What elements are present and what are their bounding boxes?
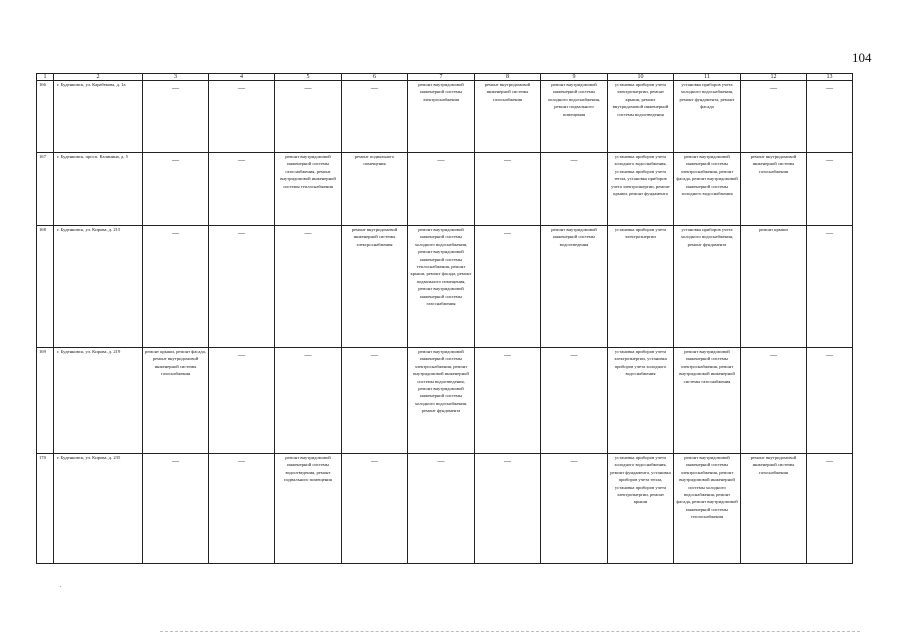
empty-dash: —	[504, 156, 511, 164]
column-header: 4	[209, 74, 275, 81]
work-cell: ремонт внутридомовой инженерной системы газоснабжения	[741, 454, 807, 564]
work-cell	[807, 153, 853, 226]
column-header: 12	[741, 74, 807, 81]
empty-dash: —	[371, 351, 378, 359]
empty-dash: —	[371, 457, 378, 465]
work-cell: ремонт внутридомовой инженерной системы газоснабжения, ремонт внутридомовой инженерной системы теплоснабжения	[275, 153, 342, 226]
column-header: 6	[342, 74, 408, 81]
header-row	[37, 74, 853, 81]
work-cell	[143, 153, 209, 226]
work-cell	[475, 153, 541, 226]
work-cell	[807, 454, 853, 564]
work-cell: ремонт внутридомовой инженерной системы электроснабжения	[342, 226, 408, 348]
work-cell: ремонт внутридомовой инженерной системы холодного водоснабжения, ремонт внутридомовой инженерной системы теплоснабжения, ремонт крыши, ремонт фасада, ремонт подвального помещения, ремонт внутридомовой инженерной системы газоснабжения	[408, 226, 475, 348]
column-header: 11	[674, 74, 741, 81]
work-cell	[143, 226, 209, 348]
empty-dash: —	[172, 156, 179, 164]
column-header: 8	[475, 74, 541, 81]
column-header: 13	[807, 74, 853, 81]
work-cell	[209, 226, 275, 348]
work-cell: ремонт внутридомовой инженерной системы электроснабжения, ремонт внутридомовой инженерной системы водоотведения, ремонт внутридомовой инженерной системы холодного водоснабжения, ремонт фундамента	[408, 348, 475, 454]
work-cell	[275, 226, 342, 348]
work-cell	[143, 454, 209, 564]
empty-dash: —	[504, 351, 511, 359]
work-cell: установка приборов учета холодного водоснабжения, установка приборов учета тепла, установка приборов учета электроэнергии, ремонт крыши, ремонт фундамента	[608, 153, 674, 226]
row-number-cell: 167	[37, 153, 54, 226]
work-cell	[342, 454, 408, 564]
empty-dash: —	[570, 156, 578, 164]
empty-dash: —	[304, 351, 312, 359]
row-number-cell: 170	[37, 454, 54, 564]
column-header: 1	[37, 74, 54, 81]
work-cell: ремонт внутридомовой инженерной системы электроснабжения, ремонт фасада, ремонт внутридомовой инженерной системы холодного водоснабжения	[674, 153, 741, 226]
work-cell	[475, 348, 541, 454]
empty-dash: —	[238, 156, 245, 164]
empty-dash: —	[238, 351, 245, 359]
work-cell: ремонт внутридомовой инженерной системы газоснабжения	[741, 153, 807, 226]
empty-dash: —	[437, 156, 445, 164]
work-cell	[741, 348, 807, 454]
empty-dash: —	[570, 351, 578, 359]
work-cell: установка приборов учета холодного водоснабжения, ремонт фундамента, ремонт фасада	[674, 81, 741, 153]
empty-dash: —	[437, 457, 445, 465]
address-cell: г. Буденновск, ул. Кирова, д. 215	[54, 226, 143, 348]
work-cell	[275, 81, 342, 153]
work-cell: ремонт внутридомовой инженерной системы газоснабжения	[475, 81, 541, 153]
empty-dash: —	[238, 84, 245, 92]
page-number: 104	[852, 50, 872, 65]
empty-dash: —	[504, 457, 511, 465]
work-cell: ремонт крыши	[741, 226, 807, 348]
work-cell	[342, 81, 408, 153]
work-cell: установка приборов учета холодного водоснабжения, ремонт фундамента, установка приборов учета тепла, установка приборов учета электроэнергии, ремонт крыши	[608, 454, 674, 564]
column-header: 9	[541, 74, 608, 81]
empty-dash: —	[826, 84, 833, 92]
work-cell: ремонт внутридомовой инженерной системы холодного водоснабжения, ремонт подвального помещения	[541, 81, 608, 153]
work-cell	[541, 153, 608, 226]
empty-dash: —	[172, 84, 179, 92]
work-cell	[408, 153, 475, 226]
empty-dash: —	[826, 229, 833, 237]
work-cell	[475, 226, 541, 348]
empty-dash: —	[304, 229, 312, 237]
work-cell: ремонт крыши, ремонт фасада, ремонт внутридомовой инженерной системы газоснабжения	[143, 348, 209, 454]
empty-dash: —	[504, 229, 511, 237]
work-cell	[143, 81, 209, 153]
work-cell: ремонт внутридомовой инженерной системы водоотведения	[541, 226, 608, 348]
work-cell	[541, 454, 608, 564]
work-cell	[807, 226, 853, 348]
footer-divider	[160, 631, 860, 632]
address-cell: г. Буденновск, ул. Карабекова, д. 1а	[54, 81, 143, 153]
empty-dash: —	[238, 457, 245, 465]
empty-dash: —	[172, 457, 179, 465]
work-cell: ремонт внутридомовой инженерной системы электроснабжения, ремонт внутридомовой инженерной системы холодного водоснабжения, ремонт фасада, ремонт внутридомовой инженерной системы теплоснабжения	[674, 454, 741, 564]
work-cell	[275, 348, 342, 454]
work-cell: ремонт подвального помещения	[342, 153, 408, 226]
address-cell: г. Буденновск, просп. Калинина, д. 5	[54, 153, 143, 226]
work-cell	[209, 153, 275, 226]
address-cell: г. Буденновск, ул. Кирова, д. 219	[54, 348, 143, 454]
work-cell	[209, 81, 275, 153]
repair-schedule-table	[36, 73, 853, 564]
table-row	[37, 454, 853, 564]
table-row	[37, 348, 853, 454]
empty-dash: —	[172, 229, 179, 237]
table-row	[37, 226, 853, 348]
empty-dash: —	[770, 351, 777, 359]
work-cell	[541, 348, 608, 454]
work-cell	[209, 454, 275, 564]
work-cell	[209, 348, 275, 454]
work-cell: ремонт внутридомовой инженерной системы электроснабжения, ремонт внутридомовой инженерной системы газоснабжения	[674, 348, 741, 454]
work-cell: ремонт внутридомовой инженерной системы электроснабжения	[408, 81, 475, 153]
empty-dash: —	[826, 351, 833, 359]
empty-dash: —	[304, 84, 312, 92]
empty-dash: —	[826, 457, 833, 465]
table-row	[37, 81, 853, 153]
empty-dash: —	[570, 457, 578, 465]
work-cell: установка приборов учета электроэнергии	[608, 226, 674, 348]
column-header: 2	[54, 74, 143, 81]
work-cell	[475, 454, 541, 564]
row-number-cell: 168	[37, 226, 54, 348]
empty-dash: —	[238, 229, 245, 237]
work-cell: установка приборов учета холодного водоснабжения, ремонт фундамента	[674, 226, 741, 348]
work-cell	[408, 454, 475, 564]
work-cell	[342, 348, 408, 454]
footer-mark: .	[60, 583, 62, 589]
work-cell	[741, 81, 807, 153]
row-number-cell: 169	[37, 348, 54, 454]
address-cell: г. Буденновск, ул. Кирова, д. 235	[54, 454, 143, 564]
empty-dash: —	[371, 84, 378, 92]
work-cell	[807, 348, 853, 454]
column-header: 7	[408, 74, 475, 81]
table-row	[37, 153, 853, 226]
empty-dash: —	[770, 84, 777, 92]
work-cell	[807, 81, 853, 153]
column-header: 3	[143, 74, 209, 81]
work-cell: установка приборов учета электроэнергии, ремонт крыши, ремонт внутридомовой инженерной системы водоотведения	[608, 81, 674, 153]
work-cell: установка приборов учета электроэнергии, установка приборов учета холодного водоснабжения	[608, 348, 674, 454]
row-number-cell: 166	[37, 81, 54, 153]
empty-dash: —	[826, 156, 833, 164]
column-header: 5	[275, 74, 342, 81]
column-header: 10	[608, 74, 674, 81]
work-cell: ремонт внутридомовой инженерной системы водоотведения, ремонт подвального помещения	[275, 454, 342, 564]
